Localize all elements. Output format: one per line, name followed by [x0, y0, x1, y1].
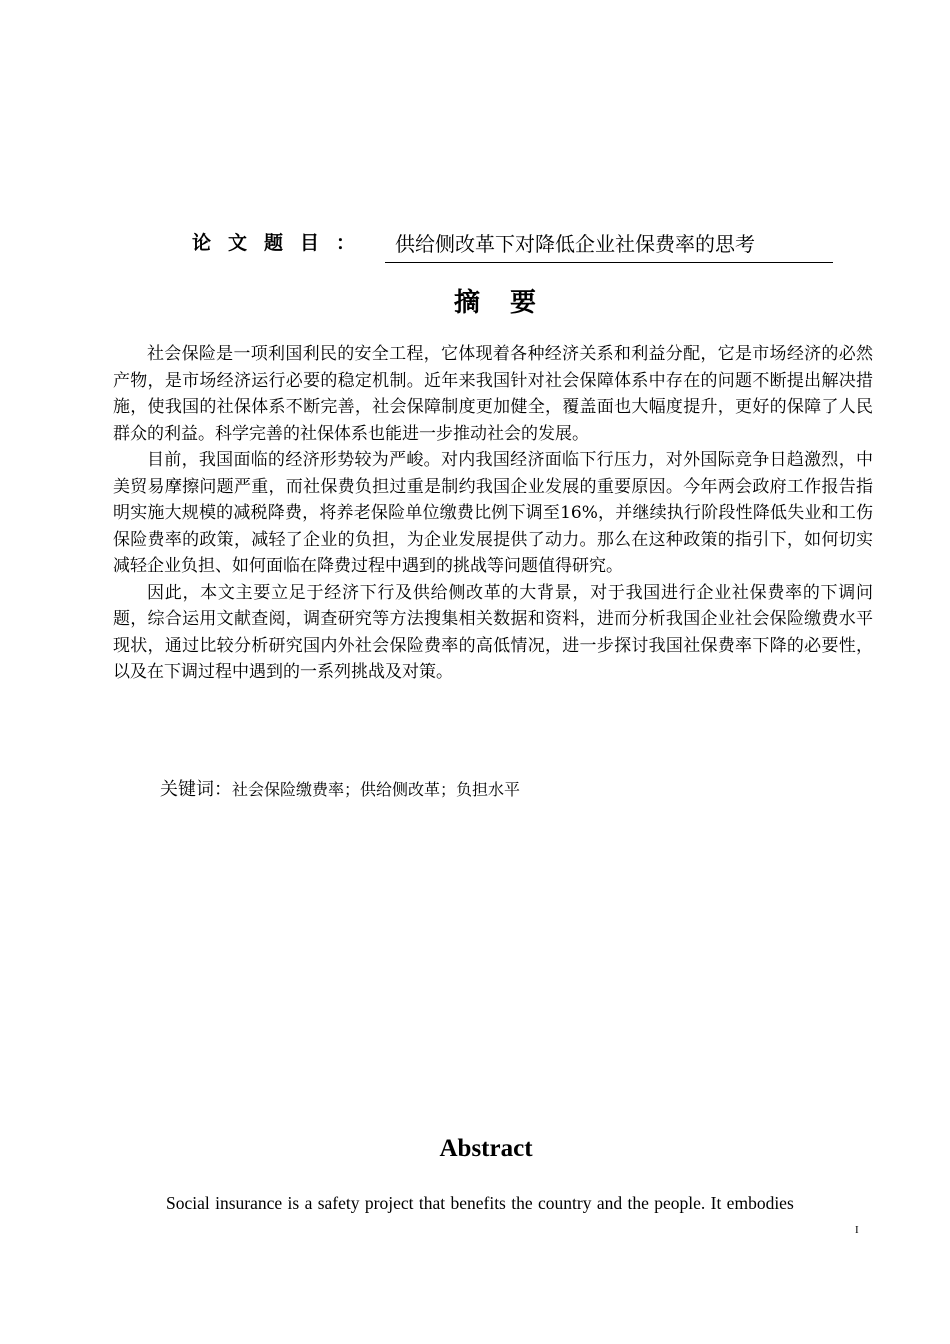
english-abstract-heading: Abstract: [439, 1135, 533, 1162]
keywords-value: 社会保险缴费率；供给侧改革；负担水平: [232, 780, 521, 799]
thesis-title-row: [192, 224, 842, 268]
thesis-title-label: 论文题目：: [192, 232, 373, 254]
keywords-label: 关键词：: [160, 779, 232, 800]
chinese-abstract-body: [113, 341, 873, 686]
thesis-title-underline: [385, 224, 833, 263]
abstract-paragraph-1: 社会保险是一项利国利民的安全工程，它体现着各种经济关系和利益分配，它是市场经济的必然产物，是市场经济运行必要的稳定机制。近年来我国针对社会保障体系中存在的问题不断提出解决措施，使我国的社保体系不断完善，社会保障制度更加健全，覆盖面也大幅度提升，更好的保障了人民群众的利益。科学完善的社保体系也能进一步推动社会的发展。: [113, 344, 873, 444]
abstract-paragraph-3: 因此，本文主要立足于经济下行及供给侧改革的大背景，对于我国进行企业社保费率的下调问题，综合运用文献查阅，调查研究等方法搜集相关数据和资料，进而分析我国企业社会保险缴费水平现状，通过比较分析研究国内外社会保险费率的高低情况，进一步探讨我国社保费率下降的必要性，以及在下调过程中遇到的一系列挑战及对策。: [113, 582, 873, 682]
thesis-title-value: 供给侧改革下对降低企业社保费率的思考: [395, 232, 755, 256]
abstract-paragraph-2: 目前，我国面临的经济形势较为严峻。对内我国经济面临下行压力，对外国际竞争日趋激烈，中美贸易摩擦问题严重，而社保费负担过重是制约我国企业发展的重要原因。今年两会政府工作报告指明实施大规模的减税降费，将养老保险单位缴费比例下调至16%，并继续执行阶段性降低失业和工伤保险费率的政策，减轻了企业的负担，为企业发展提供了动力。那么在这种政策的指引下，如何切实减轻企业负担、如何面临在降费过程中遇到的挑战等问题值得研究。: [113, 450, 873, 576]
english-abstract-first-line: Social insurance is a safety project that benefits the country and the people. It embodies: [166, 1193, 794, 1213]
chinese-abstract-heading: 摘要: [453, 288, 566, 318]
keywords-line: [160, 775, 520, 801]
page-number: I: [855, 1224, 859, 1236]
